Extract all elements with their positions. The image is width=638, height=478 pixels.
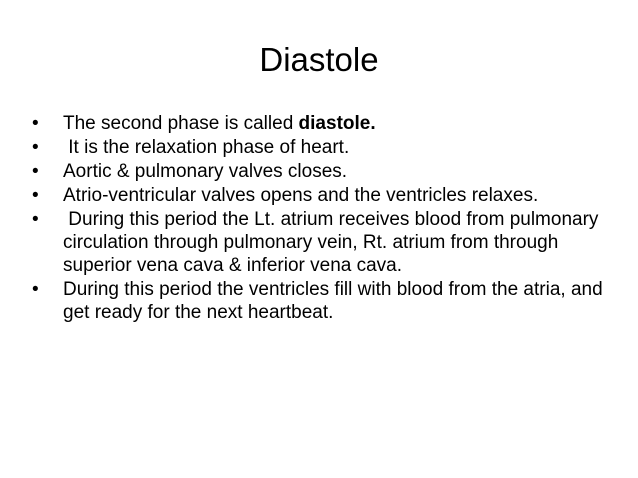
bullet-text: Aortic & pulmonary valves closes.: [63, 161, 348, 182]
bullet-bold-term: diastole.: [298, 113, 376, 134]
bullet-icon: •: [32, 161, 39, 182]
bullet-icon: •: [32, 185, 39, 206]
bullet-list: [32, 112, 612, 324]
bullet-icon: •: [32, 279, 39, 300]
bullet-text: During this period the ventricles fill with blood from the atria, and get ready for the next heartbeat.: [63, 279, 603, 323]
bullet-text: The second phase is called: [63, 113, 299, 134]
bullet-item: [32, 160, 612, 183]
bullet-item: [32, 278, 612, 324]
bullet-icon: •: [32, 137, 39, 158]
bullet-icon: •: [32, 209, 39, 230]
bullet-item: [32, 208, 612, 277]
bullet-text: It is the relaxation phase of heart.: [63, 137, 350, 158]
bullet-item: [32, 136, 612, 159]
bullet-icon: •: [32, 113, 39, 134]
bullet-text: Atrio-ventricular valves opens and the ventricles relaxes.: [63, 185, 539, 206]
slide-title: Diastole: [259, 41, 379, 78]
bullet-text: During this period the Lt. atrium receives blood from pulmonary circulation through pulmonary vein, Rt. atrium from through superior vena cava & inferior vena cava.: [63, 209, 604, 276]
bullet-item: [32, 112, 612, 135]
bullet-item: [32, 184, 612, 207]
